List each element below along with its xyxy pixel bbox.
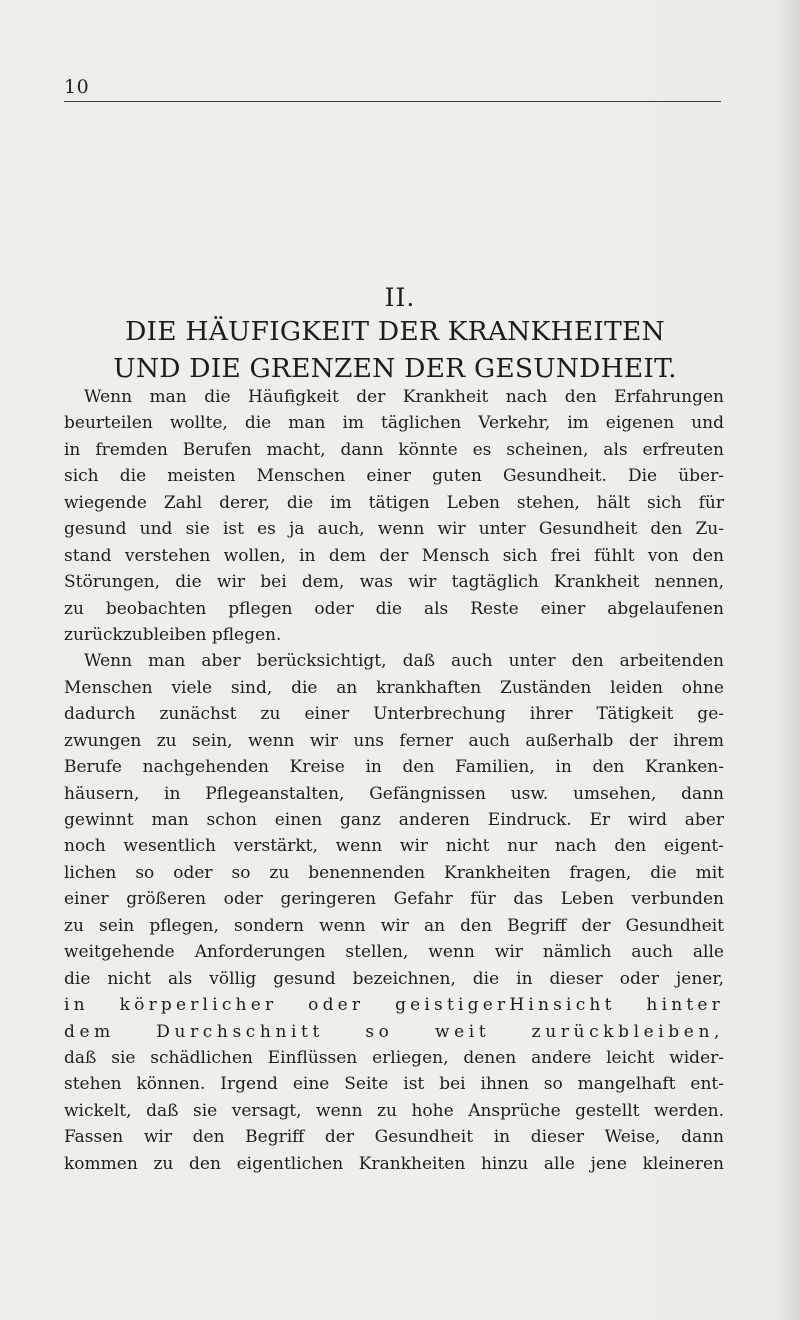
text-line: Wenn man die Häufigkeit der Krankheit nach den Erfahrungen — [84, 387, 724, 407]
text-line: lichen so oder so zu benennenden Krankheiten fragen, die mit — [64, 862, 724, 883]
text-line: einer größeren oder geringeren Gefahr für das Leben verbunden — [64, 889, 724, 910]
text-line: die nicht als völlig gesund bezeichnen, die in dieser oder jener, — [64, 968, 724, 989]
text-line: daß sie schädlichen Einflüssen erliegen, denen andere leicht wider- — [64, 1047, 724, 1068]
text-line-spaced: dem Durchschnitt so weit zurückbleiben, — [64, 1021, 724, 1042]
text-line: weitgehende Anforderungen stellen, wenn wir nämlich auch alle — [64, 942, 724, 963]
page-number: 10 — [64, 76, 90, 98]
text-line: wiegende Zahl derer, die im tätigen Leben stehen, hält sich für — [64, 492, 724, 513]
text-line: stehen können. Irgend eine Seite ist bei ihnen so mangelhaft ent- — [64, 1074, 724, 1095]
text-line: sich die meisten Menschen einer guten Gesundheit. Die über- — [64, 466, 724, 487]
text-line: Berufe nachgehenden Kreise in den Familien, in den Kranken- — [64, 757, 724, 778]
header-rule — [64, 101, 721, 102]
text-line: zu beobachten pflegen oder die als Reste einer abgelaufenen — [64, 598, 724, 619]
text-line: Störungen, die wir bei dem, was wir tagtäglich Krankheit nennen, — [64, 572, 724, 593]
text-line: beurteilen wollte, die man im täglichen Verkehr, im eigenen und — [64, 413, 724, 434]
text-line: stand verstehen wollen, in dem der Mensch sich frei fühlt von den — [64, 545, 724, 566]
text-line: gewinnt man schon einen ganz anderen Eindruck. Er wird aber — [64, 810, 724, 830]
text-line: Fassen wir den Begriff der Gesundheit in dieser Weise, dann — [64, 1127, 724, 1148]
chapter-title-line: DIE HÄUFIGKEIT DER KRANKHEITEN — [125, 316, 665, 347]
chapter-number: II. — [384, 283, 416, 312]
text-line: zwungen zu sein, wenn wir uns ferner auch außerhalb der ihrem — [64, 730, 724, 751]
body-text — [64, 384, 724, 1177]
text-line: in fremden Berufen macht, dann könnte es scheinen, als erfreuten — [64, 439, 724, 460]
chapter-title-line: UND DIE GRENZEN DER GESUNDHEIT. — [113, 353, 677, 384]
text-line: Menschen viele sind, die an krankhaften Zuständen leiden ohne — [64, 677, 724, 698]
text-line: noch wesentlich verstärkt, wenn wir nicht nur nach den eigent- — [64, 836, 724, 857]
text-line-spaced: in körperlicher oder geistigerHinsicht hinter — [64, 995, 724, 1016]
text-line: zurückzubleiben pflegen. — [64, 624, 282, 645]
text-line: gesund und sie ist es ja auch, wenn wir unter Gesundheit den Zu- — [64, 519, 724, 540]
text-line: dadurch zunächst zu einer Unterbrechung ihrer Tätigkeit ge- — [64, 704, 724, 725]
text-line: zu sein pflegen, sondern wenn wir an den Begriff der Gesundheit — [64, 915, 724, 936]
chapter-title — [60, 313, 730, 387]
text-line: kommen zu den eigentlichen Krankheiten hinzu alle jene kleineren — [64, 1153, 724, 1174]
text-line: Wenn man aber berücksichtigt, daß auch unter den arbeitenden — [84, 651, 724, 672]
text-line: häusern, in Pflegeanstalten, Gefängnissen usw. umsehen, dann — [64, 783, 724, 804]
text-line: wickelt, daß sie versagt, wenn zu hohe Ansprüche gestellt werden. — [64, 1100, 724, 1121]
